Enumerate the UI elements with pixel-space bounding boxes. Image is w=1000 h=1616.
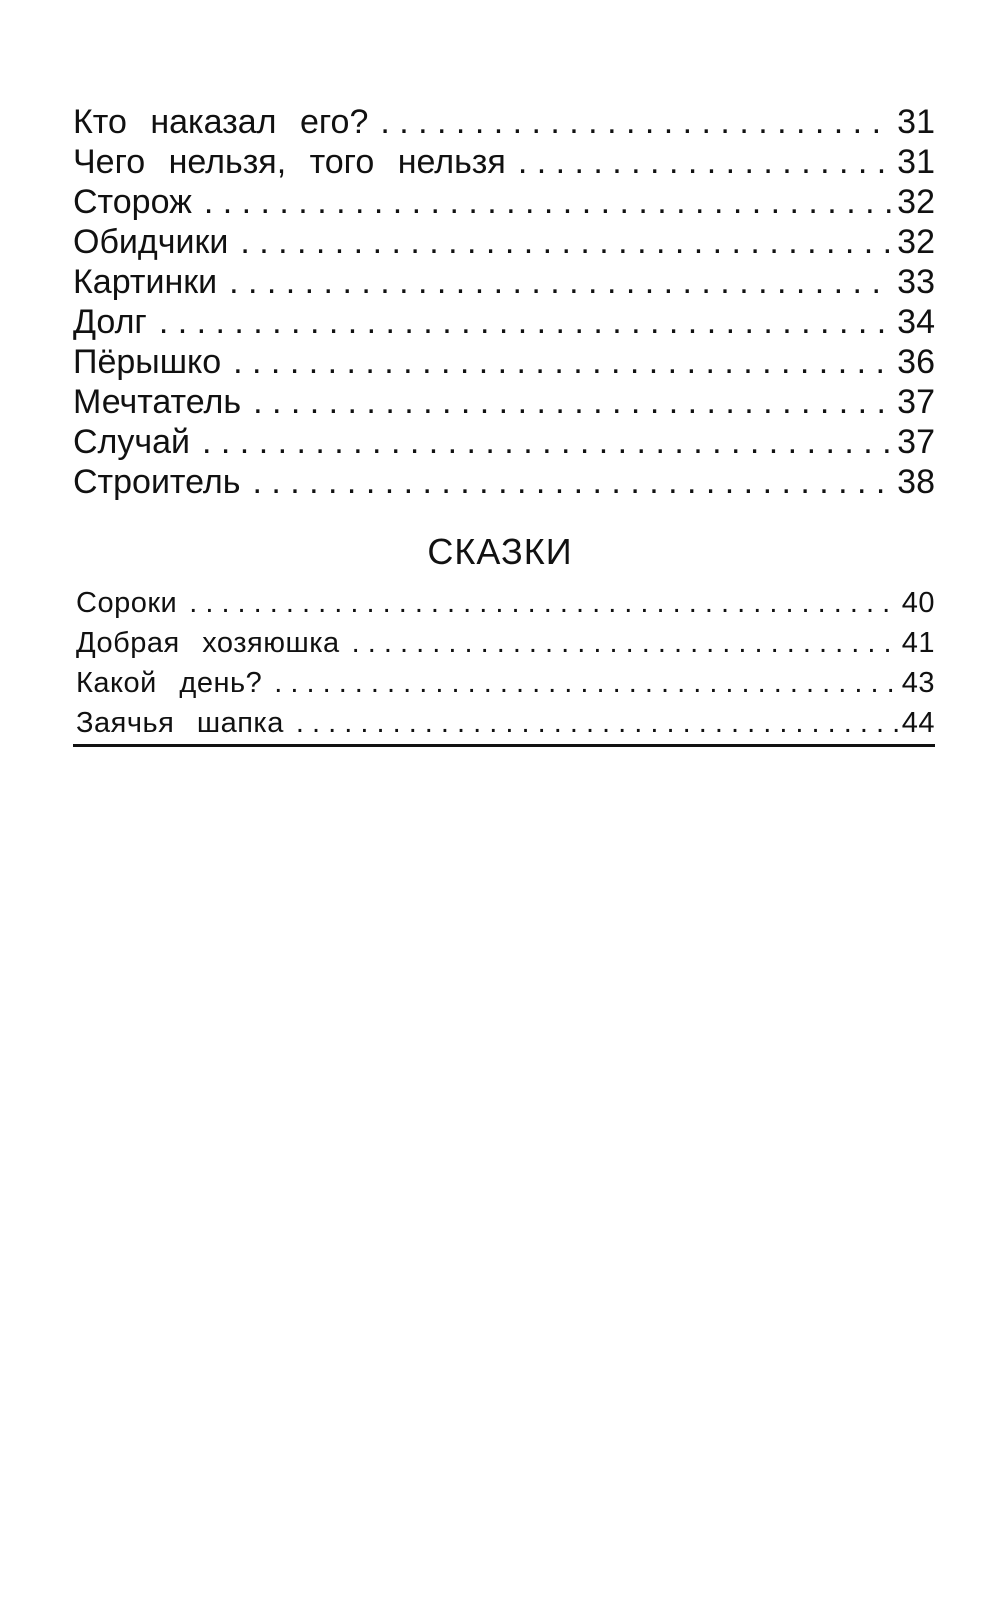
toc-entry[interactable] [73, 342, 935, 382]
table-of-contents-stories [73, 102, 935, 502]
dot-leader [252, 462, 893, 502]
dot-leader [159, 302, 893, 342]
toc-entry[interactable] [76, 663, 935, 703]
dot-leader [189, 583, 898, 623]
toc-entry-title: Какой день? [76, 667, 263, 699]
dot-leader [296, 703, 898, 743]
toc-entry-title: Чего нельзя, того нельзя [73, 143, 506, 181]
toc-entry-title: Мечтатель [73, 383, 242, 421]
toc-entry[interactable] [73, 142, 935, 182]
toc-entry[interactable] [73, 302, 935, 342]
toc-entry-title: Случай [73, 423, 191, 461]
toc-entry-page-number: 37 [897, 383, 935, 421]
toc-entry[interactable] [73, 182, 935, 222]
toc-entry-page-number: 31 [897, 143, 935, 181]
toc-entry-title: Кто наказал его? [73, 103, 369, 141]
dot-leader [253, 382, 893, 422]
toc-entry-page-number: 43 [901, 667, 935, 699]
dot-leader [352, 623, 898, 663]
toc-entry-title: Сороки [76, 587, 178, 619]
section-heading: СКАЗКИ [427, 531, 573, 572]
toc-entry[interactable] [76, 703, 935, 743]
toc-entry-page-number: 36 [897, 343, 935, 381]
toc-entry-title: Картинки [73, 263, 218, 301]
toc-entry[interactable] [76, 623, 935, 663]
toc-entry-page-number: 31 [897, 103, 935, 141]
toc-entry-title: Пёрышко [73, 343, 222, 381]
toc-entry[interactable] [73, 102, 935, 142]
toc-entry[interactable] [73, 422, 935, 462]
toc-entry[interactable] [76, 583, 935, 623]
toc-entry[interactable] [73, 462, 935, 502]
dot-leader [240, 222, 893, 262]
toc-entry-page-number: 34 [897, 303, 935, 341]
toc-entry[interactable] [73, 262, 935, 302]
dot-leader [518, 142, 893, 182]
bottom-divider [73, 744, 935, 747]
toc-entry-page-number: 33 [897, 263, 935, 301]
toc-entry-title: Долг [73, 303, 147, 341]
toc-entry-page-number: 44 [901, 707, 935, 739]
dot-leader [233, 342, 893, 382]
toc-entry-title: Заячья шапка [76, 707, 284, 739]
dot-leader [380, 102, 893, 142]
toc-entry-page-number: 38 [897, 463, 935, 501]
toc-entry-page-number: 32 [897, 223, 935, 261]
table-of-contents-fairy-tales [76, 583, 935, 743]
toc-entry-page-number: 41 [901, 627, 935, 659]
toc-entry-page-number: 40 [901, 587, 935, 619]
toc-entry-title: Строитель [73, 463, 241, 501]
dot-leader [204, 182, 893, 222]
toc-entry-page-number: 37 [897, 423, 935, 461]
dot-leader [229, 262, 893, 302]
dot-leader [274, 663, 898, 703]
dot-leader [202, 422, 893, 462]
toc-entry-title: Добрая хозяюшка [76, 627, 340, 659]
toc-entry-title: Сторож [73, 183, 192, 221]
toc-entry-page-number: 32 [897, 183, 935, 221]
toc-entry[interactable] [73, 382, 935, 422]
toc-entry[interactable] [73, 222, 935, 262]
toc-entry-title: Обидчики [73, 223, 229, 261]
